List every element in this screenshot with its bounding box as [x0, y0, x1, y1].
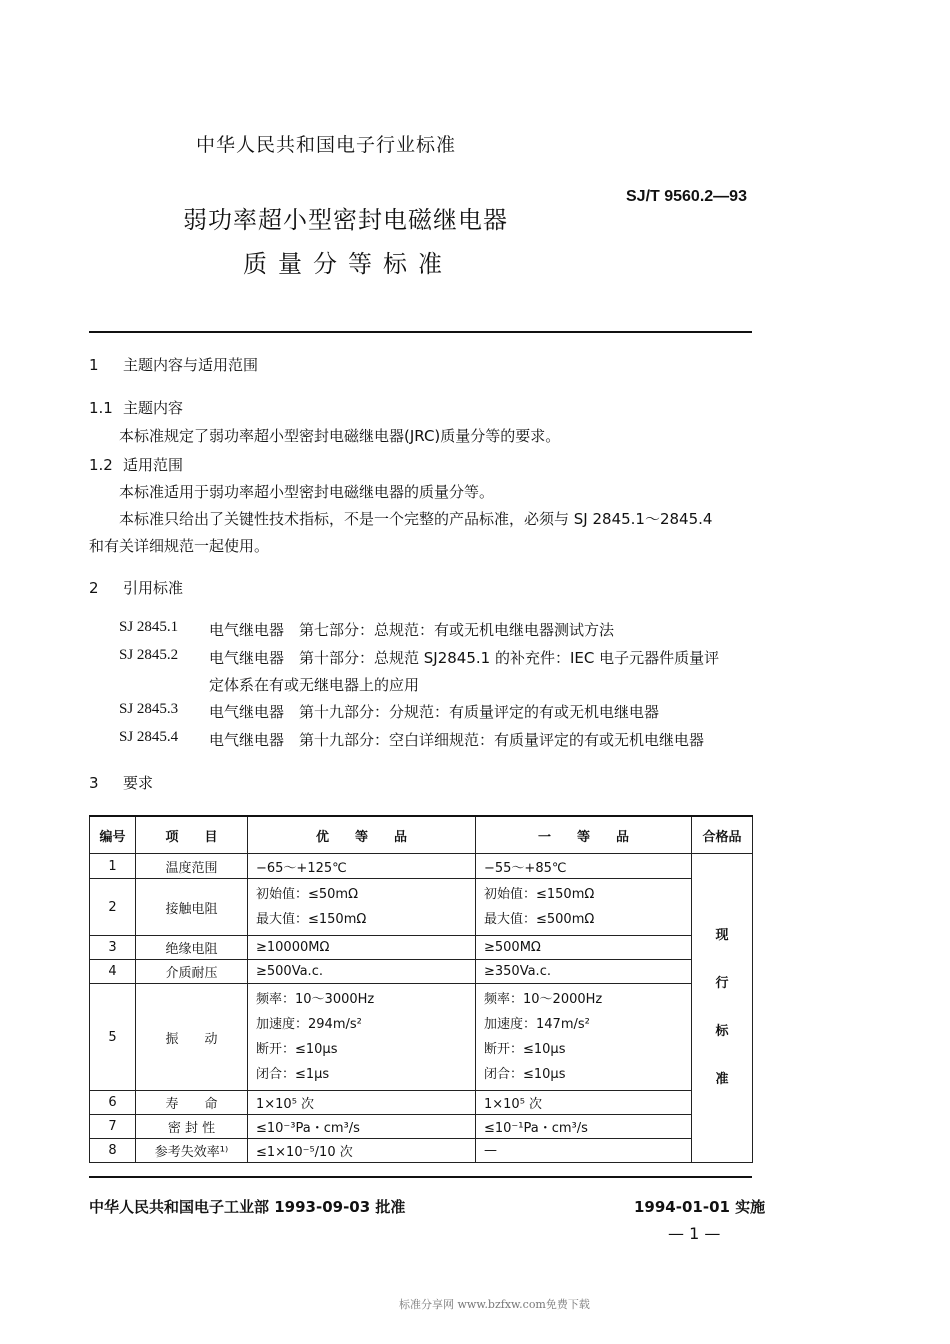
header-rule: [89, 331, 752, 333]
current-standard-char: 现: [715, 928, 729, 943]
row-first: ≥350Va.c.: [476, 960, 692, 984]
reference-code: SJ 2845.2: [119, 647, 179, 663]
requirements-table: [89, 815, 753, 1163]
row-item: 温度范围: [136, 854, 248, 879]
row-first: ≥500MΩ: [476, 936, 692, 960]
row-superior: −65～+125℃: [248, 854, 476, 879]
row-num: 8: [90, 1139, 136, 1163]
row-first: ≤10⁻¹Pa・cm³/s: [476, 1115, 692, 1139]
section-1-2-heading: [89, 454, 183, 475]
row-item: 寿 命: [136, 1091, 248, 1115]
row-num: 2: [90, 879, 136, 936]
row-first: [476, 879, 692, 936]
row-first-line: 初始值：≤150mΩ: [484, 887, 595, 902]
header-first-grade: 一 等 品: [476, 816, 692, 854]
row-superior: ≤10⁻³Pa・cm³/s: [248, 1115, 476, 1139]
row-superior-line: 闭合：≤1μs: [256, 1067, 330, 1082]
header-superior-grade: 优 等 品: [248, 816, 476, 854]
document-title-line1: 弱功率超小型密封电磁继电器: [183, 206, 508, 234]
table-row: [90, 984, 753, 1091]
row-item: 密 封 性: [136, 1115, 248, 1139]
reference-code: SJ 2845.1: [119, 619, 179, 635]
section-number: 1: [89, 356, 99, 374]
standard-code: SJ/T 9560.2—93: [626, 188, 747, 205]
row-superior: [248, 984, 476, 1091]
section-number: 3: [89, 774, 99, 792]
footer-rule: [89, 1176, 752, 1178]
row-first: −55～+85℃: [476, 854, 692, 879]
row-num: 4: [90, 960, 136, 984]
section-title: 主题内容: [123, 399, 184, 417]
section-number: 1.1: [89, 399, 113, 417]
table-row: [90, 1115, 753, 1139]
reference-text: 电气继电器 第十部分：总规范 SJ2845.1 的补充件：IEC 电子元器件质量评: [209, 649, 720, 667]
row-superior: ≤1×10⁻⁵/10 次: [248, 1139, 476, 1163]
current-standard-char: 行: [715, 976, 729, 991]
row-first: 1×10⁵ 次: [476, 1091, 692, 1115]
row-superior-line: 最大值：≤150mΩ: [256, 912, 367, 927]
section-number: 1.2: [89, 456, 113, 474]
header-num: 编号: [90, 816, 136, 854]
table-header-row: [90, 816, 753, 854]
table-row: [90, 960, 753, 984]
section-1-1-text: 本标准规定了弱功率超小型密封电磁继电器(JRC)质量分等的要求。: [119, 427, 561, 445]
row-superior-line: 频率：10～3000Hz: [256, 992, 375, 1007]
row-num: 3: [90, 936, 136, 960]
row-num: 6: [90, 1091, 136, 1115]
section-title: 要求: [123, 774, 154, 792]
header-qualified-grade: 合格品: [692, 816, 753, 854]
row-item: 绝缘电阻: [136, 936, 248, 960]
qualified-current-standard: [692, 854, 753, 1163]
reference-text-continued: 定体系在有或无继电器上的应用: [209, 676, 420, 694]
row-num: 7: [90, 1115, 136, 1139]
section-1-1-heading: [89, 397, 183, 418]
document-title-line2: 质量分等标准: [243, 250, 453, 278]
header-item: 项 目: [136, 816, 248, 854]
row-superior: [248, 879, 476, 936]
reference-text: 电气继电器 第十九部分：空白详细规范：有质量评定的有或无机电继电器: [209, 731, 705, 749]
row-item: 介质耐压: [136, 960, 248, 984]
section-3-heading: [89, 772, 153, 793]
section-title: 适用范围: [123, 456, 184, 474]
reference-text: 电气继电器 第七部分：总规范：有或无机电继电器测试方法: [209, 621, 615, 639]
current-standard-char: 准: [715, 1072, 729, 1087]
section-title: 主题内容与适用范围: [123, 356, 259, 374]
row-superior: 1×10⁵ 次: [248, 1091, 476, 1115]
table-row: [90, 854, 753, 879]
row-first: —: [476, 1139, 692, 1163]
section-1-2-text1: 本标准适用于弱功率超小型密封电磁继电器的质量分等。: [119, 483, 495, 501]
row-superior-line: 加速度：294m/s²: [256, 1017, 362, 1032]
site-watermark: 标准分享网 www.bzfxw.com免费下载: [399, 1298, 590, 1311]
section-2-heading: [89, 577, 183, 598]
page-number: — 1 —: [668, 1224, 721, 1243]
section-title: 引用标准: [123, 579, 184, 597]
reference-code: SJ 2845.3: [119, 701, 179, 717]
row-item: 振 动: [136, 984, 248, 1091]
issuing-agency: 中华人民共和国电子行业标准: [196, 134, 457, 156]
row-first-line: 加速度：147m/s²: [484, 1017, 590, 1032]
table-row: [90, 1091, 753, 1115]
row-superior: ≥500Va.c.: [248, 960, 476, 984]
table-row: [90, 879, 753, 936]
table-row: [90, 936, 753, 960]
row-first: [476, 984, 692, 1091]
row-item: 参考失效率¹⁾: [136, 1139, 248, 1163]
row-superior: ≥10000MΩ: [248, 936, 476, 960]
row-item: 接触电阻: [136, 879, 248, 936]
table-row: [90, 1139, 753, 1163]
section-number: 2: [89, 579, 99, 597]
row-first-line: 闭合：≤10μs: [484, 1067, 566, 1082]
row-superior-line: 初始值：≤50mΩ: [256, 887, 359, 902]
row-first-line: 频率：10～2000Hz: [484, 992, 603, 1007]
current-standard-char: 标: [715, 1024, 729, 1039]
row-superior-line: 断开：≤10μs: [256, 1042, 338, 1057]
reference-code: SJ 2845.4: [119, 729, 179, 745]
row-num: 1: [90, 854, 136, 879]
reference-text: 电气继电器 第十九部分：分规范：有质量评定的有或无机电继电器: [209, 703, 660, 721]
section-1-2-text2-line2: 和有关详细规范一起使用。: [89, 537, 270, 555]
row-num: 5: [90, 984, 136, 1091]
row-first-line: 最大值：≤500mΩ: [484, 912, 595, 927]
approval-note: 中华人民共和国电子工业部 1993-09-03 批准: [89, 1198, 406, 1216]
section-1-2-text2-line1: 本标准只给出了关键性技术指标，不是一个完整的产品标准，必须与 SJ 2845.1～2845.4: [119, 510, 713, 528]
effective-date: 1994-01-01 实施: [634, 1198, 766, 1216]
section-1-heading: [89, 354, 258, 375]
row-first-line: 断开：≤10μs: [484, 1042, 566, 1057]
